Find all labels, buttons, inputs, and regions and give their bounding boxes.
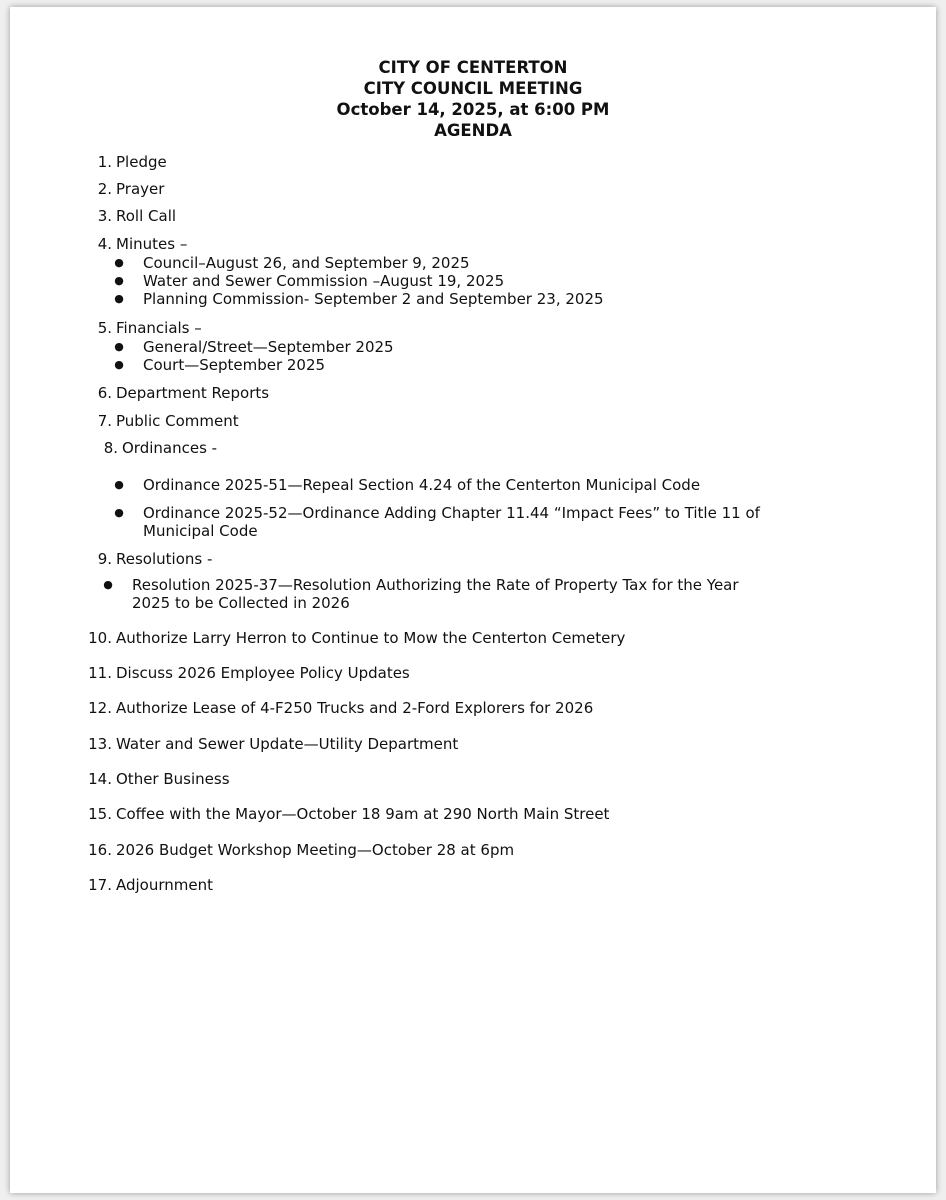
sub-item-text: General/Street—September 2025	[143, 338, 394, 356]
item-number: 16.	[88, 841, 112, 859]
item-number: 10.	[88, 629, 112, 647]
bullet-icon: ●	[114, 274, 124, 287]
item-text: Water and Sewer Update—Utility Department	[116, 735, 459, 753]
item-number: 11.	[88, 664, 112, 682]
sub-item-text: Court—September 2025	[143, 356, 326, 374]
item-number: 14.	[88, 770, 112, 788]
sub-item-text: Ordinance 2025-52—Ordinance Adding Chapter 11.44 “Impact Fees” to Title 11 of Municipal Code	[143, 504, 760, 540]
item-number: 4.	[97, 235, 112, 253]
bullet-icon: ●	[114, 506, 124, 519]
item-number: 5.	[97, 319, 112, 337]
bullet-icon: ●	[114, 340, 124, 353]
item-number: 1.	[97, 153, 112, 171]
item-number: 9.	[97, 550, 112, 568]
bullet-icon: ●	[114, 478, 124, 491]
sub-item-text: Ordinance 2025-51—Repeal Section 4.24 of the Centerton Municipal Code	[143, 476, 701, 494]
bullet-icon: ●	[114, 256, 124, 269]
item-number: 6.	[97, 384, 112, 402]
sub-item-text: Planning Commission- September 2 and September 23, 2025	[143, 290, 604, 308]
item-text: Authorize Larry Herron to Continue to Mow the Centerton Cemetery	[116, 629, 626, 647]
item-text: Public Comment	[116, 412, 239, 430]
agenda-title: AGENDA	[434, 121, 512, 140]
item-text: Minutes –	[116, 235, 188, 253]
item-text: Coffee with the Mayor—October 18 9am at 290 North Main Street	[116, 805, 610, 823]
document-page	[10, 7, 936, 1193]
item-text: Financials –	[116, 319, 202, 337]
item-text: Pledge	[116, 153, 167, 171]
item-text: Ordinances -	[122, 439, 218, 457]
item-number: 7.	[97, 412, 112, 430]
sub-item-text: Water and Sewer Commission –August 19, 2025	[143, 272, 505, 290]
item-text: Adjournment	[116, 876, 214, 894]
item-number: 8.	[103, 439, 118, 457]
item-text: Department Reports	[116, 384, 270, 402]
item-number: 3.	[97, 207, 112, 225]
item-text: Discuss 2026 Employee Policy Updates	[116, 664, 410, 682]
item-number: 15.	[88, 805, 112, 823]
item-number: 2.	[97, 180, 112, 198]
sub-item-text: Council–August 26, and September 9, 2025	[143, 254, 470, 272]
bullet-icon: ●	[114, 358, 124, 371]
item-number: 13.	[88, 735, 112, 753]
bullet-icon: ●	[103, 578, 113, 591]
item-text: Resolutions -	[116, 550, 213, 568]
city-name: CITY OF CENTERTON	[378, 58, 568, 77]
meeting-date: October 14, 2025, at 6:00 PM	[336, 100, 610, 119]
sub-item-text: Resolution 2025-37—Resolution Authorizing the Rate of Property Tax for the Year 2025 to be Collected in 2026	[132, 576, 739, 612]
item-text: Roll Call	[116, 207, 177, 225]
bullet-icon: ●	[114, 292, 124, 305]
item-text: Authorize Lease of 4-F250 Trucks and 2-Ford Explorers for 2026	[116, 699, 594, 717]
item-text: Prayer	[116, 180, 165, 198]
item-text: 2026 Budget Workshop Meeting—October 28 at 6pm	[116, 841, 515, 859]
agenda-header	[10, 57, 936, 141]
item-text: Other Business	[116, 770, 230, 788]
item-number: 12.	[88, 699, 112, 717]
item-number: 17.	[88, 876, 112, 894]
meeting-name: CITY COUNCIL MEETING	[363, 79, 583, 98]
